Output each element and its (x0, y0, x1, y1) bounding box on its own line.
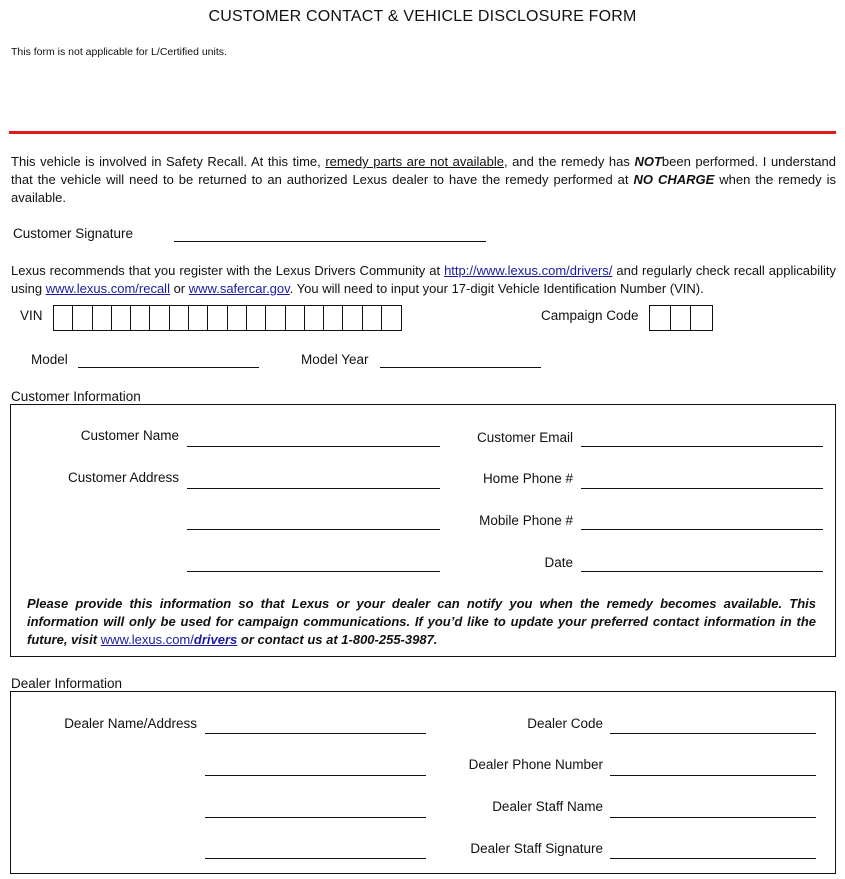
no-charge-emphasis: NO CHARGE (633, 172, 715, 187)
recall-link[interactable]: www.lexus.com/recall (45, 281, 170, 296)
customer-email-field[interactable] (581, 446, 823, 447)
dealer-code-label: Dealer Code (527, 716, 603, 731)
model-field[interactable] (78, 367, 259, 368)
dealer-phone-label: Dealer Phone Number (468, 757, 603, 772)
customer-address-field-3[interactable] (187, 571, 440, 572)
home-phone-field[interactable] (581, 488, 823, 489)
lexus-drivers-link[interactable]: www.lexus.com/drivers (100, 632, 238, 647)
dealer-info-heading: Dealer Information (11, 676, 123, 691)
model-label: Model (31, 352, 68, 367)
date-field[interactable] (581, 571, 823, 572)
model-year-label: Model Year (301, 352, 369, 367)
campaign-code-label: Campaign Code (541, 308, 639, 323)
customer-name-field[interactable] (187, 446, 440, 447)
dealer-staff-name-field[interactable] (610, 817, 816, 818)
dealer-name-address-field-3[interactable] (205, 817, 426, 818)
customer-address-field-1[interactable] (187, 488, 440, 489)
red-divider (9, 131, 836, 134)
register-paragraph: Lexus recommends that you register with the Lexus Drivers Community at http://www.lexus.com/drivers/ and regularly check recall applicability using www.lexus.com/recall or www.safercar.gov. You will need to input your 17-digit Vehicle Identification Number (VIN). (11, 263, 836, 296)
vin-label: VIN (20, 308, 43, 323)
customer-info-note: Please provide this information so that Lexus or your dealer can notify you when the remedy becomes available. This information will only be used for campaign communications. If you’d like to update your preferred contact information in the future, visit www.lexus.com/drivers or contact us at 1-800-255-3987. (27, 596, 816, 647)
dealer-name-address-field-1[interactable] (205, 733, 426, 734)
mobile-phone-label: Mobile Phone # (479, 513, 573, 528)
not-emphasis: NOT (634, 154, 662, 169)
date-label: Date (544, 555, 573, 570)
vin-input-boxes[interactable] (53, 305, 402, 331)
customer-name-label: Customer Name (80, 428, 179, 443)
safercar-link[interactable]: www.safercar.gov (188, 281, 290, 296)
dealer-name-address-label: Dealer Name/Address (64, 716, 197, 731)
campaign-code-boxes[interactable] (649, 305, 713, 331)
not-applicable-note: This form is not applicable for L/Certified units. (11, 46, 227, 58)
customer-signature-field[interactable] (174, 241, 486, 242)
form-title: CUSTOMER CONTACT & VEHICLE DISCLOSURE FORM (208, 8, 637, 25)
dealer-staff-name-label: Dealer Staff Name (492, 799, 603, 814)
customer-signature-label: Customer Signature (13, 226, 134, 241)
drivers-link[interactable]: http://www.lexus.com/drivers/ (444, 263, 613, 278)
dealer-staff-signature-label: Dealer Staff Signature (470, 841, 603, 856)
dealer-phone-field[interactable] (610, 775, 816, 776)
mobile-phone-field[interactable] (581, 529, 823, 530)
dealer-name-address-field-2[interactable] (205, 775, 426, 776)
dealer-staff-signature-field[interactable] (610, 858, 816, 859)
remedy-parts-text: remedy parts are not available, (325, 154, 508, 169)
customer-address-label: Customer Address (67, 470, 179, 485)
home-phone-label: Home Phone # (482, 471, 573, 486)
customer-address-field-2[interactable] (187, 529, 440, 530)
model-year-field[interactable] (380, 367, 541, 368)
dealer-name-address-field-4[interactable] (205, 858, 426, 859)
customer-info-heading: Customer Information (11, 389, 141, 404)
dealer-code-field[interactable] (610, 733, 816, 734)
customer-email-label: Customer Email (476, 430, 573, 445)
recall-paragraph: This vehicle is involved in Safety Recall. At this time, remedy parts are not available, and the remedy has NOTbeen performed. I understand that the vehicle will need to be returned to an authorized Lexus dealer to have the remedy performed at NO CHARGE when the remedy is available. (11, 154, 836, 205)
